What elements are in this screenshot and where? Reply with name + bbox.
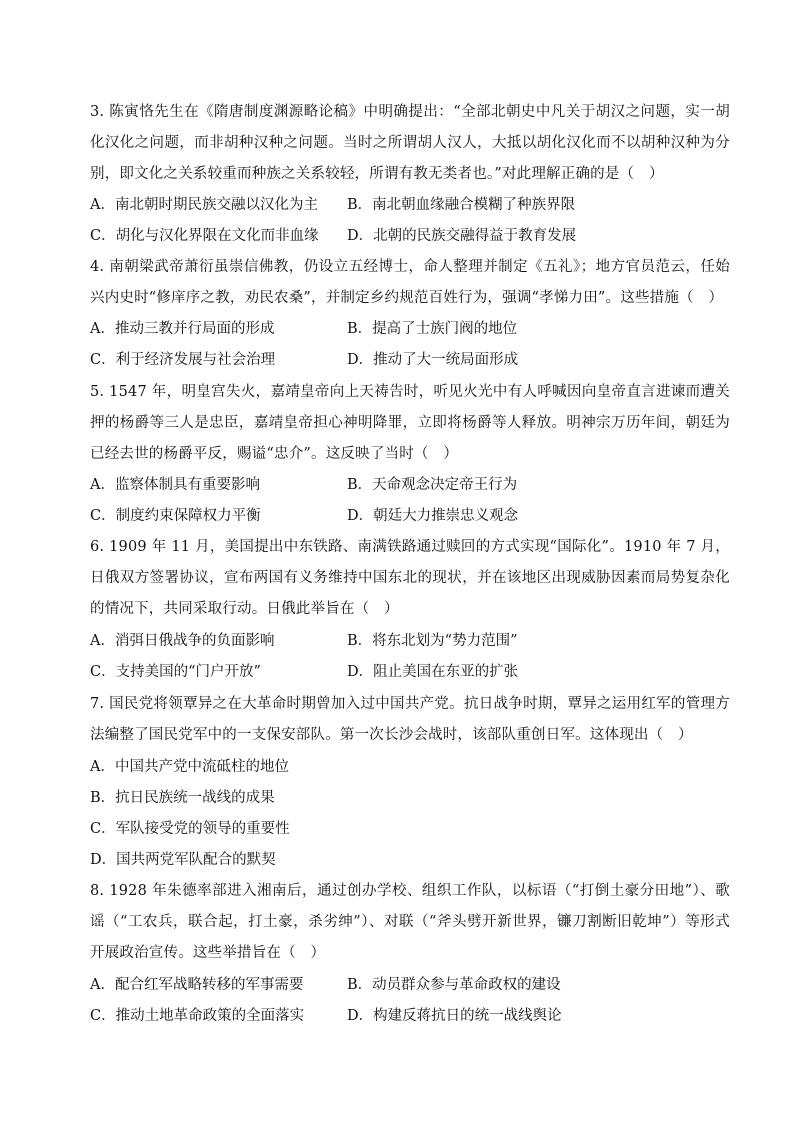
question-8-stem: 8. 1928 年朱德率部进入湘南后，通过创办学校、组织工作队，以标语（“打倒土豪分田地”）、歌谣（“工农兵，联合起，打土豪，杀劣绅”）、对联（“斧头劈开新世界，镰刀割断旧乾坤”）等形式开展政治宣传。这些举措旨在（ ） xyxy=(90,883,730,961)
question-4-stem: 4. 南朝梁武帝萧衍虽崇信佛教，仍设立五经博士，命人整理并制定《五礼》；地方官员范云，任始兴内史时“修庠序之教，劝民农桑”，并制定乡约规范百姓行为，强调“孝悌力田”。这些措施（ ） xyxy=(90,259,730,306)
question-5-options xyxy=(90,470,730,532)
option-d[interactable]: D．阻止美国在东亚的扩张 xyxy=(347,664,519,680)
option-b[interactable]: B．抗日民族统一战线的成果 xyxy=(90,790,275,806)
question-3-options xyxy=(90,190,730,252)
question-6-options xyxy=(90,626,730,688)
option-d[interactable]: D．国共两党军队配合的默契 xyxy=(90,852,276,868)
option-a[interactable]: A．南北朝时期民族交融以汉化为主 xyxy=(90,197,318,213)
option-a[interactable]: A．中国共产党中流砥柱的地位 xyxy=(90,759,289,775)
option-a[interactable]: A．消弭日俄战争的负面影响 xyxy=(90,633,275,649)
option-a[interactable]: A．配合红军战略转移的军事需要 xyxy=(90,977,304,993)
option-b[interactable]: B．提高了士族门阀的地位 xyxy=(347,321,518,337)
option-c[interactable]: C．制度约束保障权力平衡 xyxy=(90,508,261,524)
question-5-stem: 5. 1547 年，明皇宫失火，嘉靖皇帝向上天祷告时，听见火光中有人呼喊因向皇帝直言进谏而遭关押的杨爵等三人是忠臣，嘉靖皇帝担心神明降罪，立即将杨爵等人释放。明神宗万历年间，朝廷为已经去世的杨爵平反，赐谥“忠介”。这反映了当时（ ） xyxy=(90,384,730,462)
option-c[interactable]: C．胡化与汉化界限在文化而非血缘 xyxy=(90,228,319,244)
option-d[interactable]: D．构建反蒋抗日的统一战线舆论 xyxy=(347,1008,562,1024)
option-c[interactable]: C．支持美国的“门户开放” xyxy=(90,664,261,680)
option-a[interactable]: A．监察体制具有重要影响 xyxy=(90,477,260,493)
option-a[interactable]: A．推动三教并行局面的形成 xyxy=(90,321,275,337)
option-b[interactable]: B．将东北划为“势力范围” xyxy=(347,633,518,649)
question-4-options xyxy=(90,314,730,376)
question-7-options xyxy=(90,752,730,876)
question-3-stem: 3. 陈寅恪先生在《隋唐制度渊源略论稿》中明确提出：“全部北朝史中凡关于胡汉之问题，实一胡化汉化之问题，而非胡种汉种之问题。当时之所谓胡人汉人，大抵以胡化汉化而不以胡种汉种为分别，即文化之关系较重而种族之关系较轻，所谓有教无类者也。”对此理解正确的是（ ） xyxy=(90,104,730,182)
option-d[interactable]: D．北朝的民族交融得益于教育发展 xyxy=(347,228,577,244)
option-c[interactable]: C．军队接受党的领导的重要性 xyxy=(90,821,290,837)
option-b[interactable]: B．动员群众参与革命政权的建设 xyxy=(347,977,561,993)
option-b[interactable]: B．南北朝血缘融合模糊了种族界限 xyxy=(347,197,576,213)
option-d[interactable]: D．朝廷大力推崇忠义观念 xyxy=(347,508,519,524)
option-c[interactable]: C．推动土地革命政策的全面落实 xyxy=(90,1008,305,1024)
option-d[interactable]: D．推动了大一统局面形成 xyxy=(347,352,519,368)
question-8-options xyxy=(90,970,730,1032)
option-c[interactable]: C．利于经济发展与社会治理 xyxy=(90,352,276,368)
option-b[interactable]: B．天命观念决定帝王行为 xyxy=(347,477,518,493)
question-6-stem: 6. 1909 年 11 月，美国提出中东铁路、南满铁路通过赎回的方式实现“国际化”。1910 年 7 月，日俄双方签署协议，宣布两国有义务维持中国东北的现状，并在该地区出现威胁因素而局势复杂化的情况下，共同采取行动。日俄此举旨在（ ） xyxy=(90,539,730,617)
question-7-stem: 7. 国民党将领覃异之在大革命时期曾加入过中国共产党。抗日战争时期，覃异之运用红军的管理方法编整了国民党军中的一支保安部队。第一次长沙会战时，该部队重创日军。这体现出（ ） xyxy=(90,696,730,743)
